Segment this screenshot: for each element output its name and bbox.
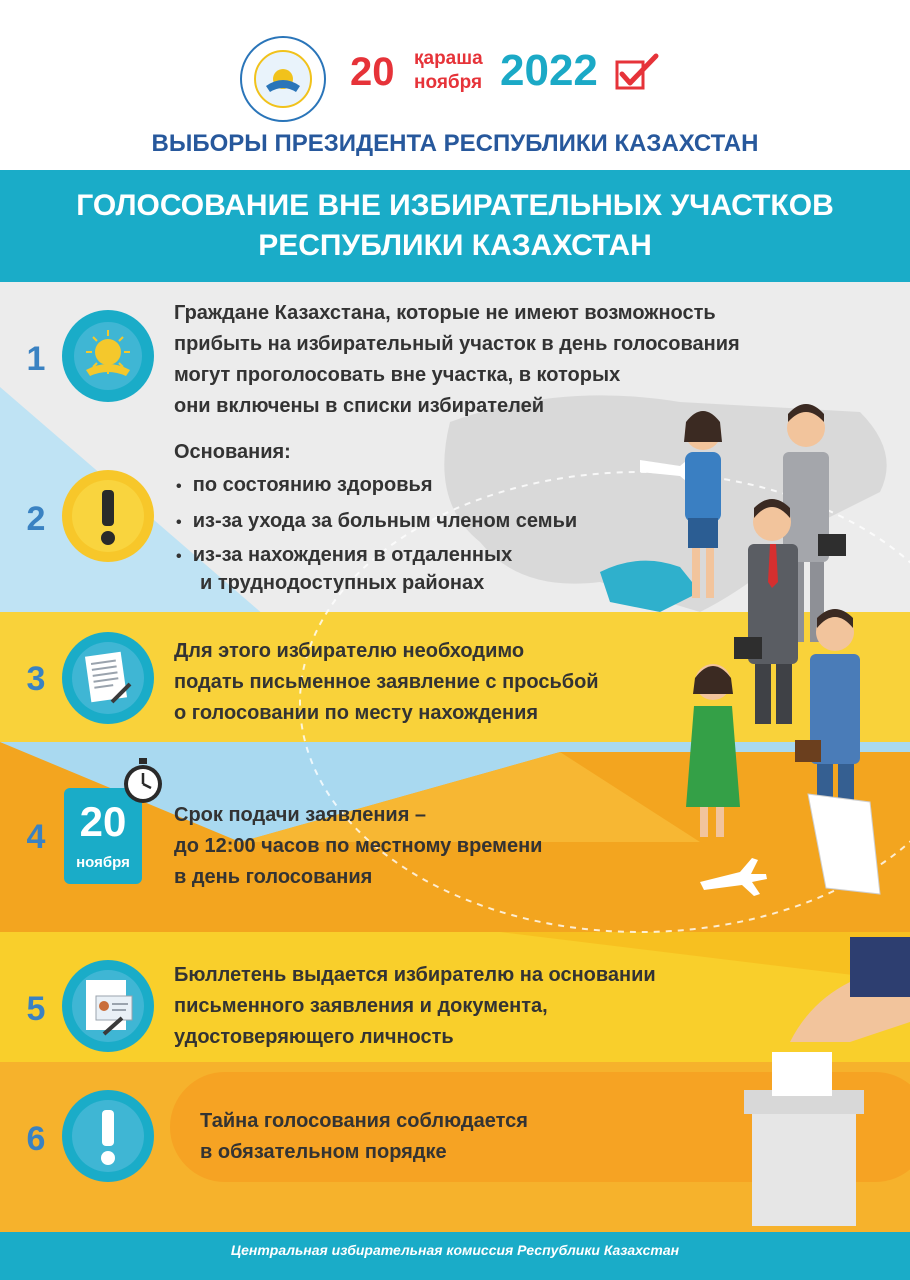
step-5-badge xyxy=(62,960,154,1052)
step-3-line: о голосовании по месту нахождения xyxy=(174,702,539,724)
step-1-line: они включены в списки избирателей xyxy=(174,395,545,417)
step-4-line: до 12:00 часов по местному времени xyxy=(174,835,543,857)
step-3-badge xyxy=(62,632,154,724)
step-5-line: Бюллетень выдается избирателю на основании xyxy=(174,964,656,986)
step-4-number: 4 xyxy=(26,818,46,856)
step-6-badge xyxy=(62,1090,154,1182)
step-2-badge xyxy=(62,470,154,562)
page-title-line-2: РЕСПУБЛИКИ КАЗАХСТАН xyxy=(258,229,652,262)
step-1-text xyxy=(174,298,874,422)
step-6-number: 6 xyxy=(26,1120,46,1158)
page-title xyxy=(0,186,910,266)
step-5-text xyxy=(174,960,774,1053)
calendar-month: ноября xyxy=(76,854,130,871)
step-5-number: 5 xyxy=(26,990,46,1028)
step-3-number: 3 xyxy=(26,660,46,698)
document-pen-icon xyxy=(62,632,154,724)
step-2-bullet: • по состоянию здоровья xyxy=(176,474,433,496)
kazakhstan-emblem-icon xyxy=(62,310,154,402)
checkbox-checkmark-icon xyxy=(614,52,660,92)
page-subtitle: ВЫБОРЫ ПРЕЗИДЕНТА РЕСПУБЛИКИ КАЗАХСТАН xyxy=(151,130,759,157)
id-document-icon xyxy=(62,960,154,1052)
step-4-line: Срок подачи заявления – xyxy=(174,804,427,826)
election-date-month-ru: ноября xyxy=(414,72,483,93)
election-date-day: 20 xyxy=(350,50,395,94)
step-1-line: прибыть на избирательный участок в день голосования xyxy=(174,333,740,355)
step-6-line: Тайна голосования соблюдается xyxy=(200,1110,528,1132)
bullet-dot-icon: • xyxy=(176,478,182,495)
step-3-text xyxy=(174,636,694,729)
exclamation-icon xyxy=(62,470,154,562)
step-5-line: удостоверяющего личность xyxy=(174,1026,454,1048)
calendar-day: 20 xyxy=(79,798,127,845)
bullet-dot-icon: • xyxy=(176,548,182,565)
step-6-text xyxy=(200,1106,680,1168)
step-2-heading: Основания: xyxy=(174,441,291,463)
step-2-bullet: • из-за ухода за больным членом семьи xyxy=(176,510,578,532)
election-date-month-kz: қараша xyxy=(414,48,483,69)
bullet-dot-icon: • xyxy=(176,514,182,531)
step-1-number: 1 xyxy=(26,340,46,378)
seal-emblem-icon xyxy=(254,50,312,108)
step-3-line: Для этого избирателю необходимо xyxy=(174,640,525,662)
step-4-text xyxy=(174,800,654,893)
step-3-line: подать письменное заявление с просьбой xyxy=(174,671,599,693)
step-5-line: письменного заявления и документа, xyxy=(174,995,548,1017)
election-date-year: 2022 xyxy=(500,46,598,95)
step-4-line: в день голосования xyxy=(174,866,373,888)
step-2-bullet: • из-за нахождения в отдаленных xyxy=(176,544,513,566)
exclamation-icon xyxy=(62,1090,154,1182)
step-1-line: Граждане Казахстана, которые не имеют возможность xyxy=(174,302,716,324)
page-title-line-1: ГОЛОСОВАНИЕ ВНЕ ИЗБИРАТЕЛЬНЫХ УЧАСТКОВ xyxy=(76,189,834,222)
step-2-number: 2 xyxy=(26,500,46,538)
step-1-line: могут проголосовать вне участка, в которых xyxy=(174,364,621,386)
clock-icon xyxy=(120,756,166,806)
step-6-line: в обязательном порядке xyxy=(200,1141,447,1163)
step-1-badge xyxy=(62,310,154,402)
step-2-bullet-list xyxy=(176,470,676,598)
footer-text: Центральная избирательная комиссия Республики Казахстан xyxy=(230,1242,680,1258)
election-commission-seal xyxy=(240,36,326,122)
step-2-bullet-continuation: и труднодоступных районах xyxy=(200,572,485,594)
